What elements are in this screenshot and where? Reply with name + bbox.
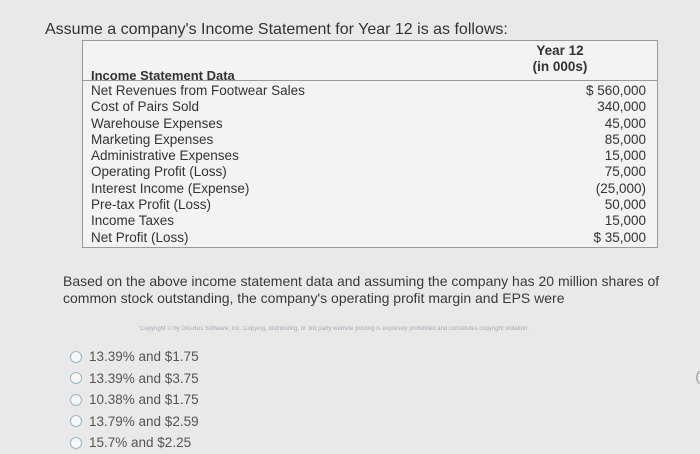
answer-option-5[interactable] (70, 432, 199, 454)
table-row (91, 148, 646, 164)
table-row (91, 213, 646, 229)
column-header (515, 43, 605, 75)
row-label: Operating Profit (Loss) (91, 164, 227, 180)
row-value: (25,000) (595, 180, 646, 196)
radio-button[interactable] (70, 372, 82, 384)
row-value: 50,000 (604, 197, 646, 213)
answer-option-2[interactable] (70, 368, 199, 390)
table-row (91, 164, 646, 180)
answer-option-4[interactable] (70, 411, 199, 433)
column-header-year: Year 12 (536, 43, 584, 58)
row-value: $ 35,000 (593, 229, 646, 245)
row-label: Marketing Expenses (91, 131, 214, 147)
radio-button[interactable] (70, 415, 82, 427)
statement-rows (91, 83, 646, 246)
row-value: 85,000 (604, 131, 646, 147)
table-row (91, 197, 646, 213)
table-row (91, 181, 646, 197)
row-value: 340,000 (597, 99, 646, 115)
table-row (91, 230, 646, 246)
row-label: Administrative Expenses (91, 148, 239, 164)
answer-options (70, 346, 199, 454)
income-statement-table (82, 40, 658, 248)
question-text: Based on the above income statement data and assuming the company has 20 million shares of common stock outstanding, the company's operating profit margin and EPS were (63, 273, 660, 306)
row-value: $ 560,000 (585, 83, 646, 98)
table-row (91, 132, 646, 148)
row-value: 45,000 (604, 115, 646, 131)
answer-option-label: 13.79% and $2.59 (89, 413, 199, 429)
row-value: 75,000 (604, 164, 646, 180)
answer-option-label: 13.39% and $1.75 (89, 349, 199, 365)
row-value: 15,000 (604, 148, 646, 164)
radio-button[interactable] (70, 437, 82, 449)
table-row (91, 116, 646, 132)
statement-title: Income Statement Data (91, 68, 235, 83)
row-label: Income Taxes (91, 213, 175, 229)
answer-option-label: 15.7% and $2.25 (89, 435, 192, 451)
row-label: Interest Income (Expense) (91, 180, 250, 196)
radio-button[interactable] (70, 394, 82, 406)
radio-button[interactable] (70, 351, 82, 363)
table-row (91, 83, 646, 99)
row-label: Net Revenues from Footwear Sales (91, 83, 305, 98)
table-row (91, 99, 646, 115)
answer-option-label: 10.38% and $1.75 (89, 392, 199, 408)
row-label: Cost of Pairs Sold (91, 99, 200, 115)
row-label: Pre-tax Profit (Loss) (91, 197, 212, 213)
row-label: Warehouse Expenses (91, 115, 223, 131)
answer-option-3[interactable] (70, 389, 199, 411)
answer-option-label: 13.39% and $3.75 (89, 370, 199, 386)
column-header-units: (in 000s) (532, 59, 588, 74)
row-label: Net Profit (Loss) (91, 229, 189, 245)
row-value: 15,000 (604, 213, 646, 229)
copyright-notice: Copyright © by Glo-Bus Software, Inc. Copying, distributing, or 3rd party website posting is expressly prohibited and constitutes copyright violation. (140, 326, 529, 332)
intro-text: Assume a company's Income Statement for Year 12 is as follows: (45, 21, 508, 38)
answer-option-1[interactable] (70, 346, 199, 368)
edge-mark: ( (695, 368, 700, 384)
